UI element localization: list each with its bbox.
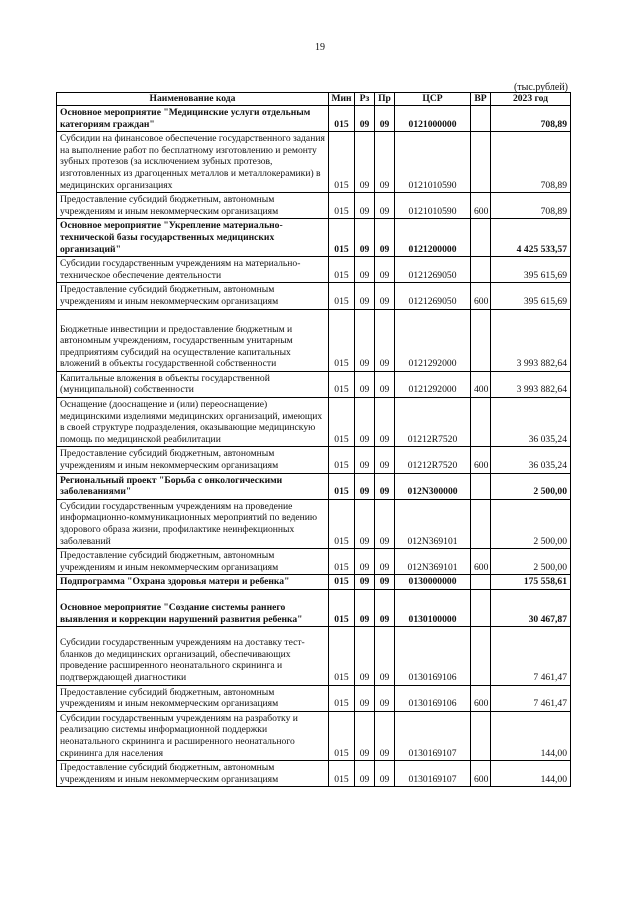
row-min: 015 <box>329 627 355 685</box>
row-vr: 600 <box>471 283 491 309</box>
row-min: 015 <box>329 685 355 711</box>
header-year: 2023 год <box>491 93 571 106</box>
row-rz: 09 <box>355 761 375 787</box>
row-pr: 09 <box>375 499 395 548</box>
row-vr <box>471 575 491 590</box>
row-pr: 09 <box>375 761 395 787</box>
row-amount: 4 425 533,57 <box>491 219 571 257</box>
row-pr: 09 <box>375 447 395 473</box>
row-min: 015 <box>329 219 355 257</box>
row-name: Субсидии государственным учреждениям на проведение информационно-коммуникационных мероприятий по ведению здорового образа жизни, профилактике неинфекционных заболеваний <box>57 499 329 548</box>
row-pr: 09 <box>375 257 395 283</box>
row-rz: 09 <box>355 685 375 711</box>
row-min: 015 <box>329 257 355 283</box>
row-rz: 09 <box>355 398 375 447</box>
row-pr: 09 <box>375 106 395 132</box>
table-row <box>57 589 571 626</box>
row-min: 015 <box>329 193 355 219</box>
row-amount: 144,00 <box>491 761 571 787</box>
header-csr: ЦСР <box>395 93 471 106</box>
row-amount: 3 993 882,64 <box>491 309 571 371</box>
row-amount: 395 615,69 <box>491 283 571 309</box>
row-csr: 012N369101 <box>395 549 471 575</box>
row-rz: 09 <box>355 589 375 626</box>
row-name: Региональный проект "Борьба с онкологическими заболеваниями" <box>57 473 329 499</box>
header-vr: ВР <box>471 93 491 106</box>
page-number: 19 <box>315 42 325 53</box>
table-row <box>57 371 571 397</box>
row-csr: 0121292000 <box>395 309 471 371</box>
row-rz: 09 <box>355 447 375 473</box>
row-pr: 09 <box>375 309 395 371</box>
row-name: Субсидии на финансовое обеспечение государственного задания на выполнение работ по бесплатному изготовлению и ремонту зубных протезов (за исключением зубных протезов, изготовленных из драгоценных металлов и металлокерамики) в медицинских организациях <box>57 132 329 193</box>
row-csr: 01212R7520 <box>395 398 471 447</box>
row-vr <box>471 473 491 499</box>
row-csr: 0121269050 <box>395 283 471 309</box>
row-name: Субсидии государственным учреждениям на материально-техническое обеспечение деятельности <box>57 257 329 283</box>
row-amount: 144,00 <box>491 711 571 760</box>
row-rz: 09 <box>355 106 375 132</box>
row-name: Капитальные вложения в объекты государственной (муниципальной) собственности <box>57 371 329 397</box>
row-name: Предоставление субсидий бюджетным, автономным учреждениям и иным некоммерческим организациям <box>57 761 329 787</box>
row-vr <box>471 219 491 257</box>
table-row <box>57 549 571 575</box>
row-amount: 2 500,00 <box>491 549 571 575</box>
row-min: 015 <box>329 371 355 397</box>
row-vr: 600 <box>471 447 491 473</box>
row-vr <box>471 132 491 193</box>
table-row <box>57 761 571 787</box>
row-name: Предоставление субсидий бюджетным, автономным учреждениям и иным некоммерческим организациям <box>57 447 329 473</box>
row-rz: 09 <box>355 283 375 309</box>
row-rz: 09 <box>355 549 375 575</box>
row-min: 015 <box>329 447 355 473</box>
row-csr: 0130169107 <box>395 711 471 760</box>
table-row <box>57 685 571 711</box>
row-rz: 09 <box>355 219 375 257</box>
row-amount: 708,89 <box>491 193 571 219</box>
row-name: Основное мероприятие "Медицинские услуги отдельным категориям граждан" <box>57 106 329 132</box>
row-name: Субсидии государственным учреждениям на доставку тест-бланков до медицинских организаций, обеспечивающих проведение расширенного неонатального скрининга и подтверждающей диагностики <box>57 627 329 685</box>
row-min: 015 <box>329 473 355 499</box>
row-name: Предоставление субсидий бюджетным, автономным учреждениям и иным некоммерческим организациям <box>57 193 329 219</box>
row-min: 015 <box>329 575 355 590</box>
row-csr: 012N369101 <box>395 499 471 548</box>
row-vr <box>471 499 491 548</box>
row-amount: 7 461,47 <box>491 627 571 685</box>
row-name: Предоставление субсидий бюджетным, автономным учреждениям и иным некоммерческим организациям <box>57 685 329 711</box>
table-row <box>57 473 571 499</box>
row-pr: 09 <box>375 575 395 590</box>
row-vr <box>471 257 491 283</box>
row-csr: 01212R7520 <box>395 447 471 473</box>
row-min: 015 <box>329 398 355 447</box>
row-vr <box>471 309 491 371</box>
row-csr: 012N300000 <box>395 473 471 499</box>
row-min: 015 <box>329 499 355 548</box>
row-pr: 09 <box>375 132 395 193</box>
row-min: 015 <box>329 711 355 760</box>
row-rz: 09 <box>355 627 375 685</box>
row-min: 015 <box>329 549 355 575</box>
row-vr <box>471 711 491 760</box>
table-row <box>57 106 571 132</box>
row-name: Субсидии государственным учреждениям на разработку и реализацию системы информационной поддержки неонатального скрининга и расширенного неонатального скрининга для населения <box>57 711 329 760</box>
table-row <box>57 219 571 257</box>
row-amount: 30 467,87 <box>491 589 571 626</box>
row-pr: 09 <box>375 627 395 685</box>
row-vr <box>471 106 491 132</box>
table-row <box>57 447 571 473</box>
row-rz: 09 <box>355 499 375 548</box>
table-row <box>57 627 571 685</box>
row-csr: 0130169107 <box>395 761 471 787</box>
table-row <box>57 575 571 590</box>
row-csr: 0121010590 <box>395 193 471 219</box>
row-csr: 0121269050 <box>395 257 471 283</box>
row-vr <box>471 589 491 626</box>
row-min: 015 <box>329 283 355 309</box>
row-csr: 0121000000 <box>395 106 471 132</box>
row-amount: 708,89 <box>491 106 571 132</box>
row-pr: 09 <box>375 473 395 499</box>
row-name: Предоставление субсидий бюджетным, автономным учреждениям и иным некоммерческим организациям <box>57 549 329 575</box>
row-rz: 09 <box>355 711 375 760</box>
row-pr: 09 <box>375 398 395 447</box>
row-amount: 36 035,24 <box>491 398 571 447</box>
row-name: Основное мероприятие "Укрепление материально-технической базы государственных медицинских организаций" <box>57 219 329 257</box>
row-name: Оснащение (дооснащение и (или) переоснащение) медицинскими изделиями медицинских организаций, имеющих в своей структуре подразделения, оказывающие медицинскую помощь по медицинской реабилитации <box>57 398 329 447</box>
row-rz: 09 <box>355 575 375 590</box>
row-rz: 09 <box>355 371 375 397</box>
table-row <box>57 499 571 548</box>
row-vr <box>471 627 491 685</box>
row-amount: 708,89 <box>491 132 571 193</box>
table-row <box>57 283 571 309</box>
header-pr: Пр <box>375 93 395 106</box>
row-pr: 09 <box>375 589 395 626</box>
row-vr: 600 <box>471 685 491 711</box>
table-row <box>57 398 571 447</box>
row-name: Основное мероприятие "Создание системы раннего выявления и коррекции нарушений развития ребенка" <box>57 589 329 626</box>
row-pr: 09 <box>375 371 395 397</box>
table-row <box>57 711 571 760</box>
row-rz: 09 <box>355 193 375 219</box>
row-amount: 395 615,69 <box>491 257 571 283</box>
row-amount: 175 558,61 <box>491 575 571 590</box>
row-csr: 0130000000 <box>395 575 471 590</box>
row-csr: 0121292000 <box>395 371 471 397</box>
table-header-row <box>57 93 571 106</box>
row-rz: 09 <box>355 309 375 371</box>
row-csr: 0130100000 <box>395 589 471 626</box>
row-amount: 36 035,24 <box>491 447 571 473</box>
header-name: Наименование кода <box>57 93 329 106</box>
row-min: 015 <box>329 309 355 371</box>
row-rz: 09 <box>355 257 375 283</box>
header-rz: Рз <box>355 93 375 106</box>
table-row <box>57 309 571 371</box>
row-rz: 09 <box>355 473 375 499</box>
table-row <box>57 193 571 219</box>
row-amount: 2 500,00 <box>491 473 571 499</box>
table-row <box>57 132 571 193</box>
row-amount: 3 993 882,64 <box>491 371 571 397</box>
row-amount: 2 500,00 <box>491 499 571 548</box>
row-amount: 7 461,47 <box>491 685 571 711</box>
row-vr: 600 <box>471 193 491 219</box>
row-rz: 09 <box>355 132 375 193</box>
row-name: Подпрограмма "Охрана здоровья матери и ребенка" <box>57 575 329 590</box>
row-csr: 0130169106 <box>395 685 471 711</box>
row-name: Бюджетные инвестиции и предоставление бюджетным и автономным учреждениям, государственным унитарным предприятиям субсидий на осуществление капитальных вложений в объекты государственной собственности <box>57 309 329 371</box>
row-min: 015 <box>329 761 355 787</box>
units-label: (тыс.рублей) <box>513 82 568 93</box>
row-csr: 0121200000 <box>395 219 471 257</box>
table-row <box>57 257 571 283</box>
row-vr: 400 <box>471 371 491 397</box>
row-pr: 09 <box>375 549 395 575</box>
budget-table <box>56 92 571 787</box>
row-name: Предоставление субсидий бюджетным, автономным учреждениям и иным некоммерческим организациям <box>57 283 329 309</box>
row-min: 015 <box>329 106 355 132</box>
row-pr: 09 <box>375 193 395 219</box>
row-csr: 0121010590 <box>395 132 471 193</box>
row-min: 015 <box>329 589 355 626</box>
row-pr: 09 <box>375 711 395 760</box>
row-vr: 600 <box>471 549 491 575</box>
row-csr: 0130169106 <box>395 627 471 685</box>
row-pr: 09 <box>375 219 395 257</box>
row-vr <box>471 398 491 447</box>
row-pr: 09 <box>375 685 395 711</box>
row-pr: 09 <box>375 283 395 309</box>
header-min: Мин <box>329 93 355 106</box>
row-vr: 600 <box>471 761 491 787</box>
row-min: 015 <box>329 132 355 193</box>
